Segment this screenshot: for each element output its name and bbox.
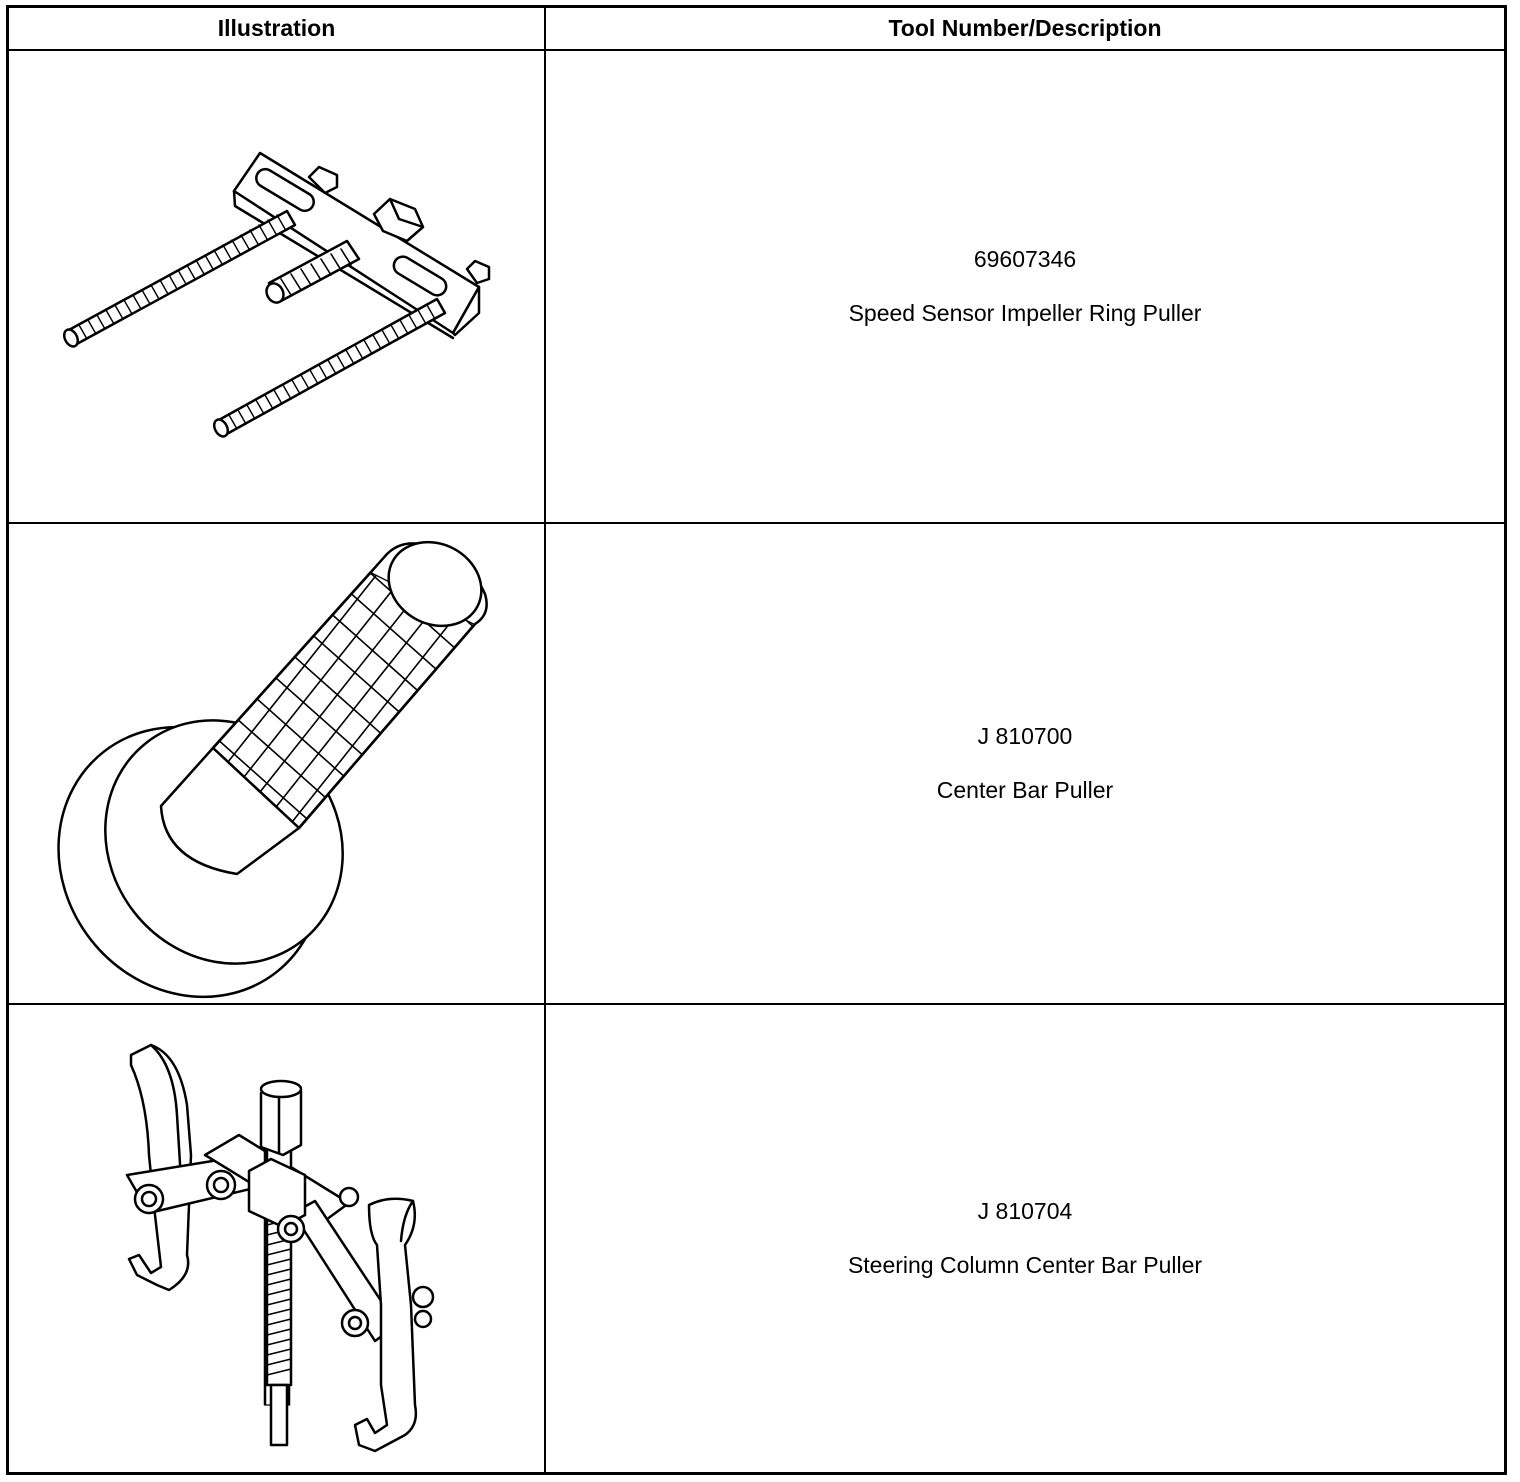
illustration-cell xyxy=(9,524,546,1003)
tool-description-cell xyxy=(546,51,1504,522)
table-row xyxy=(9,1005,1504,1472)
center-bar-puller-icon xyxy=(9,524,544,1003)
tool-description-cell xyxy=(546,524,1504,1003)
illustration-cell xyxy=(9,51,546,522)
header-tool-number-description: Tool Number/Description xyxy=(888,15,1162,41)
illustration-cell xyxy=(9,1005,546,1472)
header-illustration: Illustration xyxy=(9,8,546,49)
tool-description: Speed Sensor Impeller Ring Puller xyxy=(848,300,1202,326)
tool-description: Steering Column Center Bar Puller xyxy=(847,1252,1203,1278)
tool-table xyxy=(6,5,1507,1475)
table-header-row xyxy=(9,8,1504,51)
table-row xyxy=(9,524,1504,1005)
impeller-ring-puller-icon xyxy=(9,51,544,522)
tool-number: 69607346 xyxy=(973,246,1077,272)
tool-number: J 810700 xyxy=(977,723,1073,749)
steering-column-puller-icon xyxy=(9,1005,544,1470)
tool-description-cell xyxy=(546,1005,1504,1472)
tool-description: Center Bar Puller xyxy=(936,777,1114,803)
tool-number: J 810704 xyxy=(977,1198,1073,1224)
table-row xyxy=(9,51,1504,524)
